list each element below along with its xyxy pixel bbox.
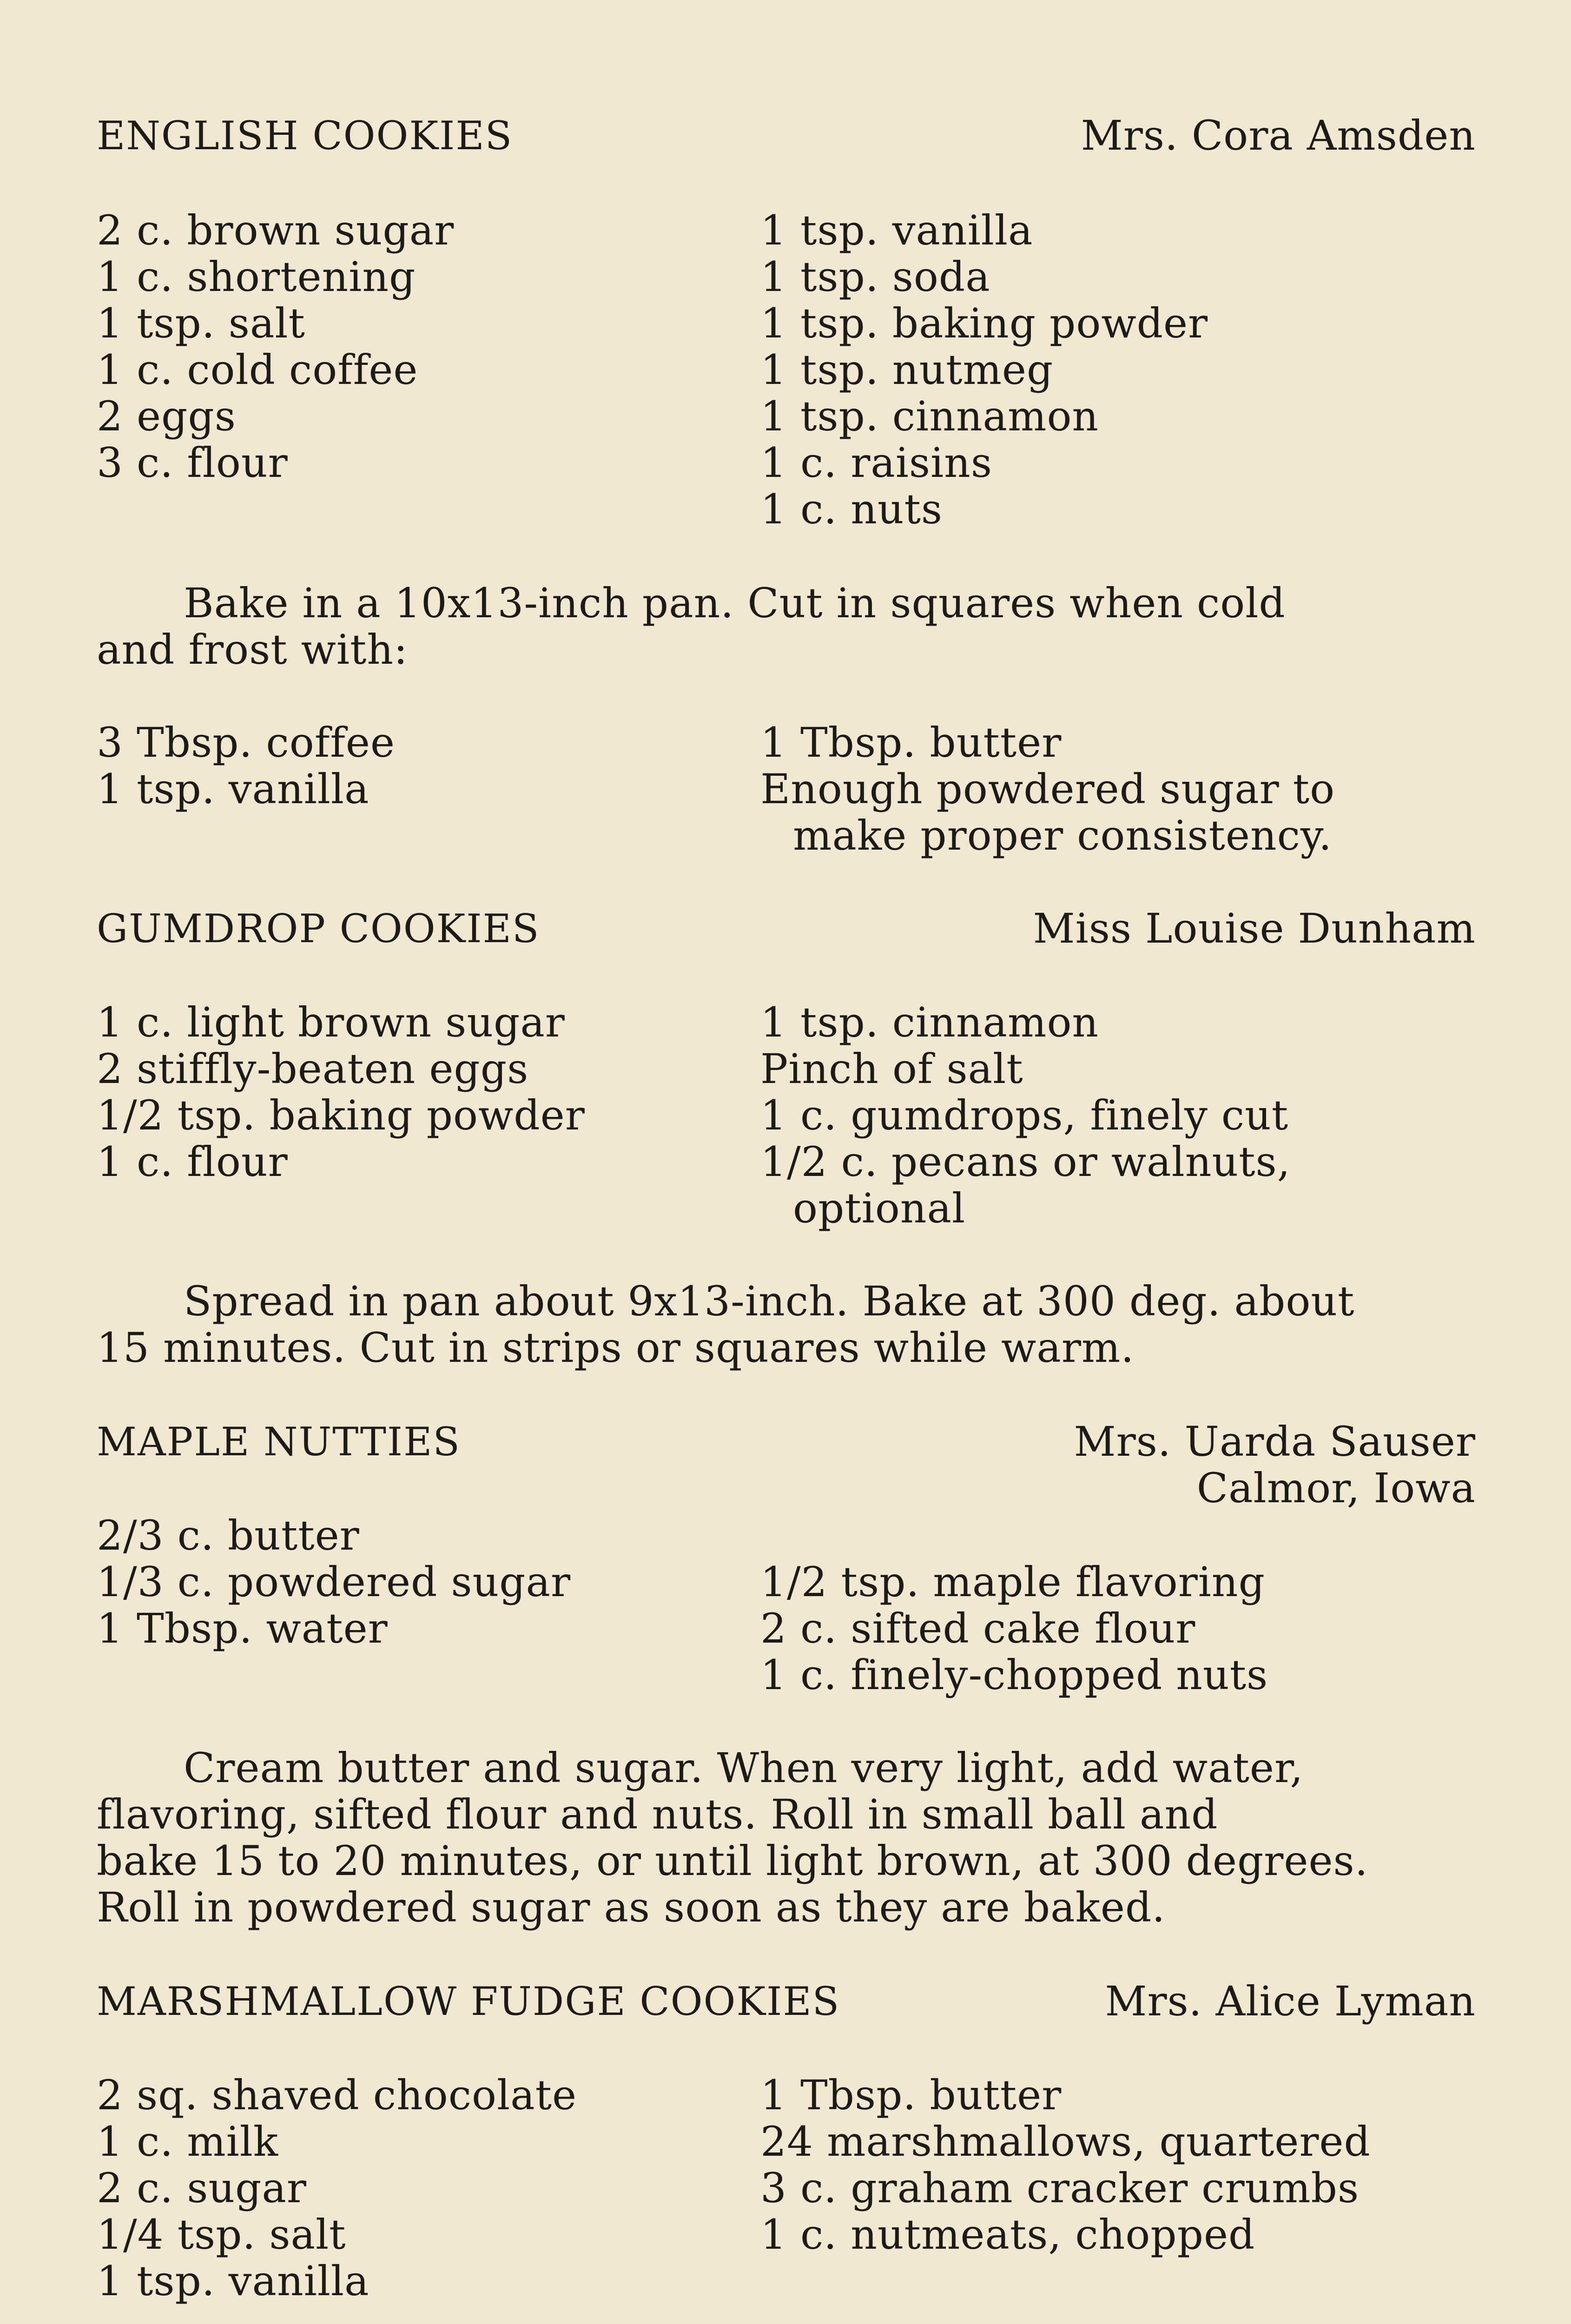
recipe-author: Mrs. Alice Lyman <box>1105 1977 1476 2025</box>
directions-line: bake 15 to 20 minutes, or until light brown, at 300 degrees. <box>97 1837 1368 1885</box>
ingredient-left: 1 c. cold coffee <box>97 346 418 394</box>
ingredient-right: 1 c. gumdrops, finely cut <box>760 1091 1289 1139</box>
ingredient-right: 1 c. finely-chopped nuts <box>760 1651 1268 1699</box>
recipe-title: MARSHMALLOW FUDGE COOKIES <box>97 1979 840 2024</box>
frosting-left: 1 tsp. vanilla <box>97 765 370 813</box>
ingredient-left: 1/4 tsp. salt <box>97 2211 346 2258</box>
ingredient-left: 2/3 c. butter <box>97 1512 360 1559</box>
ingredient-left: 2 sq. shaved chocolate <box>97 2071 577 2119</box>
ingredient-left: 1 c. flour <box>97 1138 288 1186</box>
frosting-right: 1 Tbsp. butter <box>760 719 1062 766</box>
ingredient-right: 1 c. nuts <box>760 485 943 533</box>
ingredient-right: 2 c. sifted cake flour <box>760 1604 1196 1652</box>
frosting-right: Enough powdered sugar to <box>760 765 1335 813</box>
ingredient-right: 1 c. raisins <box>760 439 993 487</box>
ingredient-left: 1 c. milk <box>97 2118 279 2166</box>
directions-line: Roll in powdered sugar as soon as they are baked. <box>97 1883 1166 1931</box>
ingredient-right: 1 tsp. cinnamon <box>760 998 1099 1046</box>
ingredient-right: 1/2 tsp. maple flavoring <box>760 1558 1265 1606</box>
ingredient-right: 1 tsp. baking powder <box>760 299 1208 347</box>
directions-line: flavoring, sifted flour and nuts. Roll in small ball and <box>97 1790 1218 1838</box>
ingredient-left: 1 tsp. vanilla <box>97 2257 370 2305</box>
ingredient-left: 2 c. sugar <box>97 2164 307 2212</box>
ingredient-right: 1 c. nutmeats, chopped <box>760 2211 1255 2258</box>
ingredient-right: 1 tsp. vanilla <box>760 206 1033 254</box>
ingredient-left: 2 eggs <box>97 392 236 440</box>
frosting-left: 3 Tbsp. coffee <box>97 719 395 766</box>
ingredient-right: 1 tsp. cinnamon <box>760 392 1099 440</box>
directions-line: and frost with: <box>97 626 408 673</box>
recipe-title: MAPLE NUTTIES <box>97 1419 461 1465</box>
ingredient-left: 1/3 c. powdered sugar <box>97 1558 571 1606</box>
ingredient-right: optional <box>793 1184 966 1232</box>
ingredient-right: Pinch of salt <box>760 1045 1023 1093</box>
ingredient-right: 24 marshmallows, quartered <box>760 2118 1371 2166</box>
ingredient-right: 1 tsp. soda <box>760 253 990 301</box>
ingredient-left: 3 c. flour <box>97 439 288 487</box>
ingredient-right: 1 tsp. nutmeg <box>760 346 1054 394</box>
recipe-title: ENGLISH COOKIES <box>97 113 513 158</box>
ingredient-left: 2 stiffly-beaten eggs <box>97 1045 529 1093</box>
directions-line: 15 minutes. Cut in strips or squares while warm. <box>97 1324 1135 1372</box>
frosting-right: make proper consistency. <box>793 812 1332 859</box>
ingredient-left: 1 tsp. salt <box>97 299 305 347</box>
directions-line: Cream butter and sugar. When very light, add water, <box>184 1744 1304 1792</box>
ingredient-right: 1/2 c. pecans or walnuts, <box>760 1138 1291 1186</box>
ingredient-right: 3 c. graham cracker crumbs <box>760 2164 1360 2212</box>
ingredient-left: 1/2 tsp. baking powder <box>97 1091 585 1139</box>
ingredient-left: 2 c. brown sugar <box>97 206 455 254</box>
ingredient-left: 1 Tbsp. water <box>97 1604 388 1652</box>
directions-line: Bake in a 10x13-inch pan. Cut in squares when cold <box>184 579 1286 627</box>
recipe-title: GUMDROP COOKIES <box>97 906 540 951</box>
recipe-author: Mrs. Uarda Sauser <box>1074 1418 1476 1466</box>
recipe-author: Mrs. Cora Amsden <box>1081 112 1476 159</box>
directions-line: Spread in pan about 9x13-inch. Bake at 300 deg. about <box>184 1277 1355 1325</box>
recipe-author-location: Calmor, Iowa <box>1196 1464 1476 1512</box>
recipe-author: Miss Louise Dunham <box>1033 905 1476 952</box>
ingredient-left: 1 c. light brown sugar <box>97 998 565 1046</box>
ingredient-right: 1 Tbsp. butter <box>760 2071 1062 2119</box>
ingredient-left: 1 c. shortening <box>97 253 416 301</box>
